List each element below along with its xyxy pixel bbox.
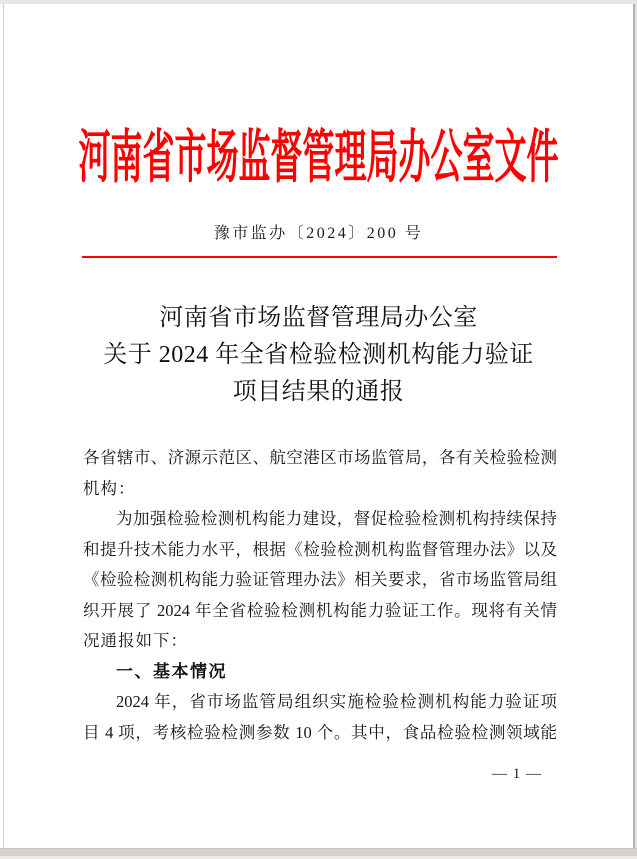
body-line: 为加强检验检测机构能力建设，督促检验检测机构持续保持 <box>116 509 557 528</box>
page-number: — 1 — <box>492 766 542 782</box>
doc-title-line-3: 项目结果的通报 <box>232 379 405 405</box>
doc-reference-number: 豫市监办〔2024〕200 号 <box>213 225 424 242</box>
body-line: 《检验检测机构能力验证管理办法》相关要求，省市场监管局组 <box>83 570 557 589</box>
red-divider-line <box>82 256 557 258</box>
body-line: 和提升技术能力水平，根据《检验检测机构监督管理办法》以及 <box>83 539 557 559</box>
doc-body-text <box>83 443 557 748</box>
body-line: 各省辖市、济源示范区、航空港区市场监管局，各有关检验检测 <box>83 448 557 467</box>
body-line: 2024 年，省市场监管局组织实施检验检测机构能力验证项 <box>116 692 557 711</box>
body-line: 目 4 项，考核检验检测参数 10 个。其中，食品检验检测领域能 <box>83 722 557 742</box>
scan-edge-bottom-band <box>0 849 637 856</box>
body-line: 机构： <box>83 478 136 498</box>
scan-edge-top <box>0 0 637 4</box>
doc-title <box>0 300 637 411</box>
body-line: 织开展了 2024 年全省检验检测机构能力验证工作。现将有关情 <box>83 600 557 620</box>
body-section-heading: 一、基本情况 <box>116 661 227 681</box>
doc-title-line-1: 河南省市场监督管理局办公室 <box>159 305 478 331</box>
letterhead-banner: 河南省市场监督管理局办公室文件 <box>78 124 559 190</box>
body-line: 况通报如下： <box>83 631 188 650</box>
doc-title-line-2: 关于 2024 年全省检验检测机构能力验证 <box>103 342 534 368</box>
